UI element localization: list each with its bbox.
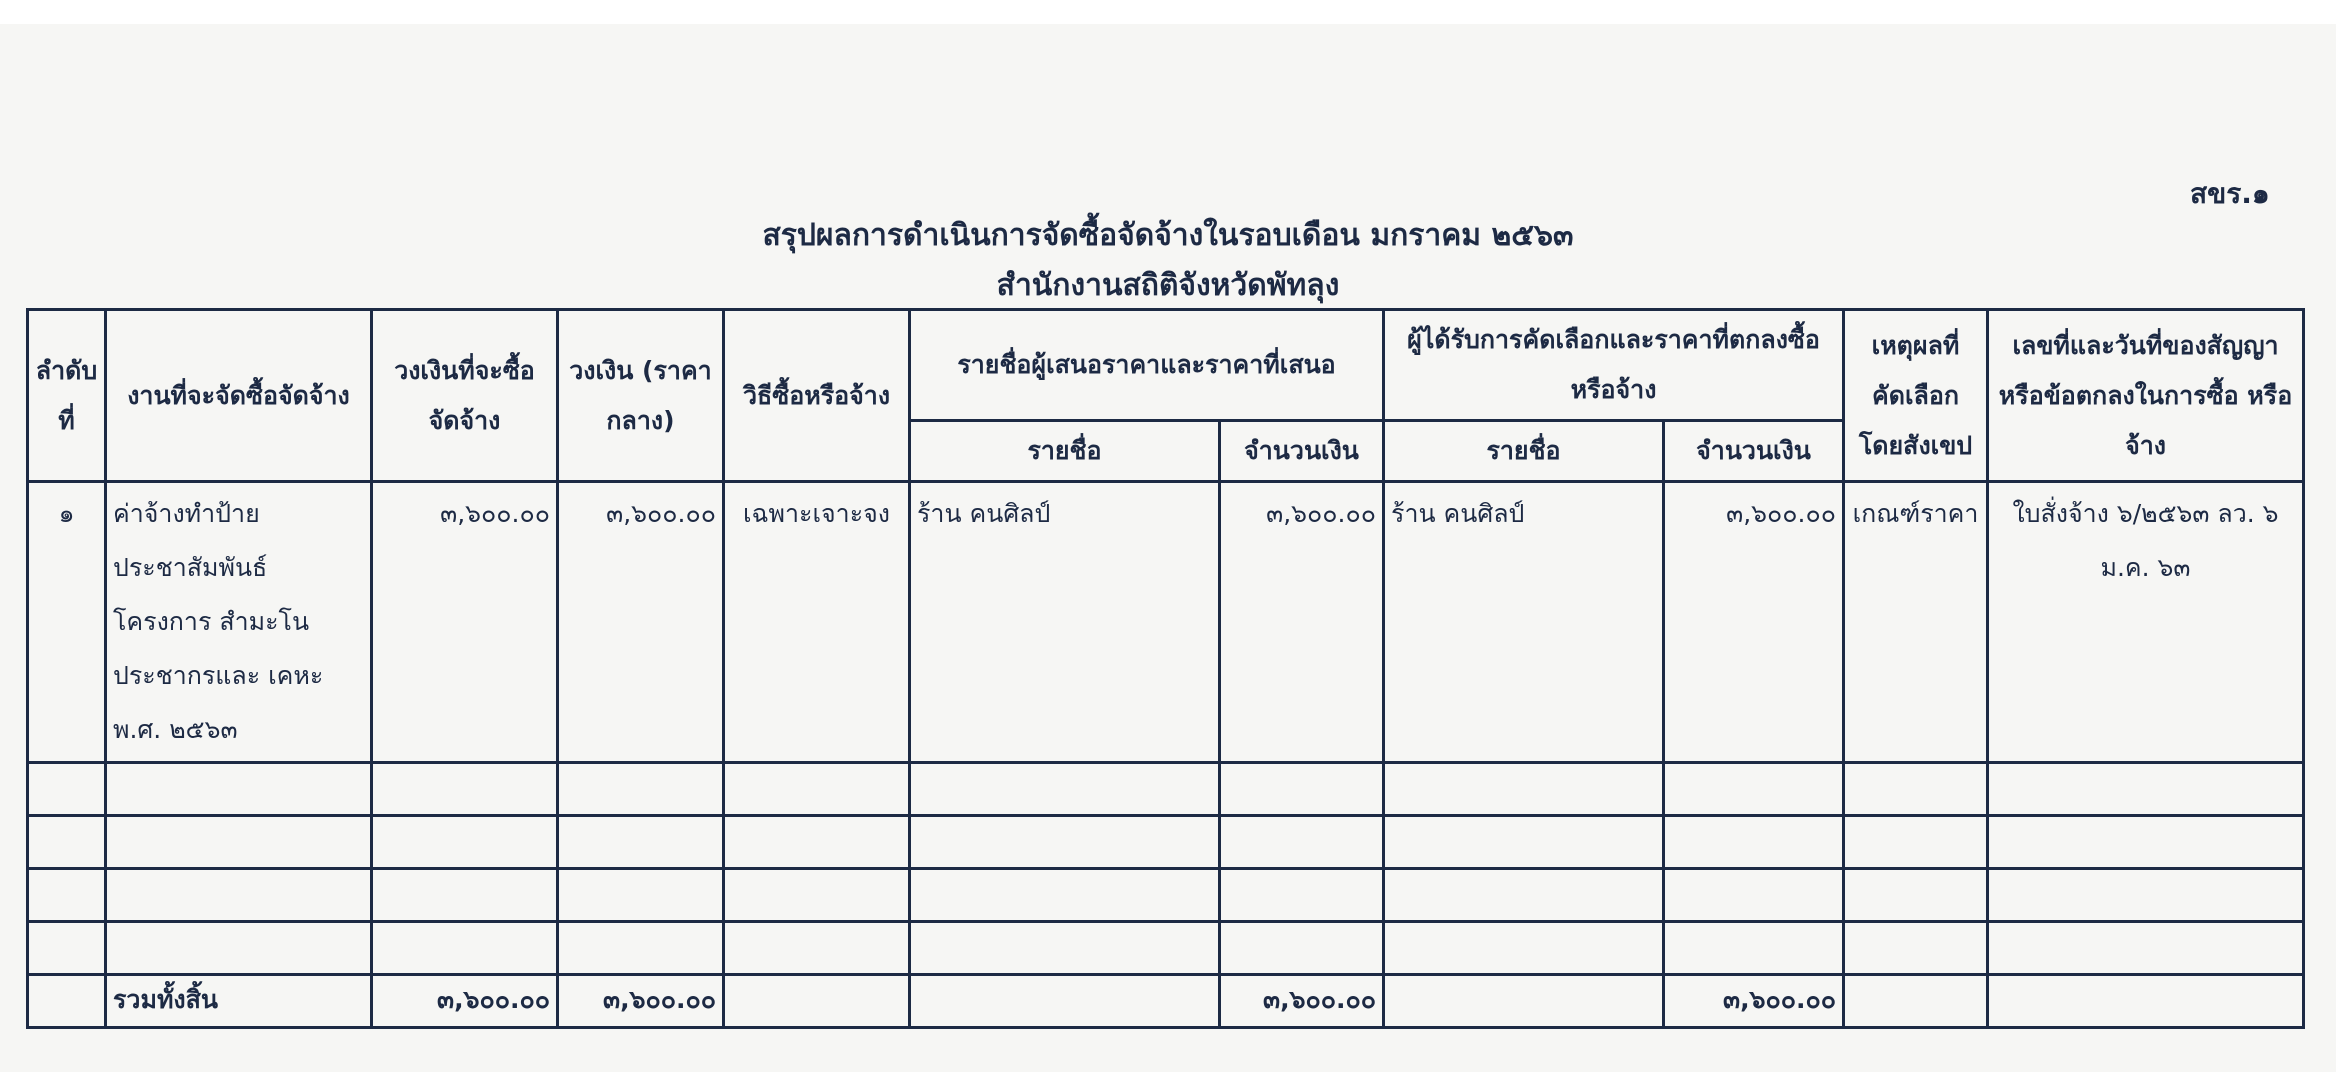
cell-median-price: ๓,๖๐๐.๐๐: [558, 482, 724, 763]
header-contract: เลขที่และวันที่ของสัญญา หรือข้อตกลงในการซื้อ หรือจ้าง: [1988, 310, 2304, 482]
total-budget: ๓,๖๐๐.๐๐: [372, 975, 558, 1028]
cell-work: ค่าจ้างทำป้าย ประชาสัมพันธ์โครงการ สำมะโนประชากรและ เคหะ พ.ศ. ๒๕๖๓: [106, 482, 372, 763]
header-budget: วงเงินที่จะซื้อ จัดจ้าง: [372, 310, 558, 482]
document-title: สรุปผลการดำเนินการจัดซื้อจัดจ้างในรอบเดือน มกราคม ๒๕๖๓: [762, 218, 1574, 253]
header-bidders-name: รายชื่อ: [910, 421, 1220, 482]
table-row-empty: [28, 869, 2304, 922]
header-bidders-group: รายชื่อผู้เสนอราคาและราคาที่เสนอ: [910, 310, 1384, 421]
header-method: วิธีซื้อหรือจ้าง: [724, 310, 910, 482]
cell-budget: ๓,๖๐๐.๐๐: [372, 482, 558, 763]
header-selected-amount: จำนวนเงิน: [1664, 421, 1844, 482]
total-row: [28, 975, 2304, 1028]
cell-selected-amount: ๓,๖๐๐.๐๐: [1664, 482, 1844, 763]
procurement-table: [26, 308, 2305, 1029]
cell-selected-name: ร้าน คนศิลป์: [1384, 482, 1664, 763]
header-bidders-amount: จำนวนเงิน: [1220, 421, 1384, 482]
scan-top-band: [0, 0, 2336, 24]
header-work: งานที่จะจัดซื้อจัดจ้าง: [106, 310, 372, 482]
header-no: ลำดับ ที่: [28, 310, 106, 482]
cell-method: เฉพาะเจาะจง: [724, 482, 910, 763]
table-row-empty: [28, 922, 2304, 975]
cell-bidder-amount: ๓,๖๐๐.๐๐: [1220, 482, 1384, 763]
office-name: สำนักงานสถิติจังหวัดพัทลุง: [996, 268, 1340, 303]
total-selected-amount: ๓,๖๐๐.๐๐: [1664, 975, 1844, 1028]
cell-bidder-name: ร้าน คนศิลป์: [910, 482, 1220, 763]
table-row-empty: [28, 816, 2304, 869]
cell-reason: เกณฑ์ราคา: [1844, 482, 1988, 763]
table-row: [28, 482, 2304, 763]
cell-no: ๑: [28, 482, 106, 763]
total-bidder-amount: ๓,๖๐๐.๐๐: [1220, 975, 1384, 1028]
total-label: รวมทั้งสิ้น: [106, 975, 372, 1028]
header-reason: เหตุผลที่ คัดเลือก โดยสังเขป: [1844, 310, 1988, 482]
table-row-empty: [28, 763, 2304, 816]
cell-contract: ใบสั่งจ้าง ๖/๒๕๖๓ ลว. ๖ ม.ค. ๖๓: [1988, 482, 2304, 763]
header-selected-group: ผู้ได้รับการคัดเลือกและราคาที่ตกลงซื้อ หรือจ้าง: [1384, 310, 1844, 421]
total-median-price: ๓,๖๐๐.๐๐: [558, 975, 724, 1028]
header-median-price: วงเงิน (ราคากลาง): [558, 310, 724, 482]
header-selected-name: รายชื่อ: [1384, 421, 1664, 482]
form-code: สขร.๑: [2190, 177, 2270, 210]
